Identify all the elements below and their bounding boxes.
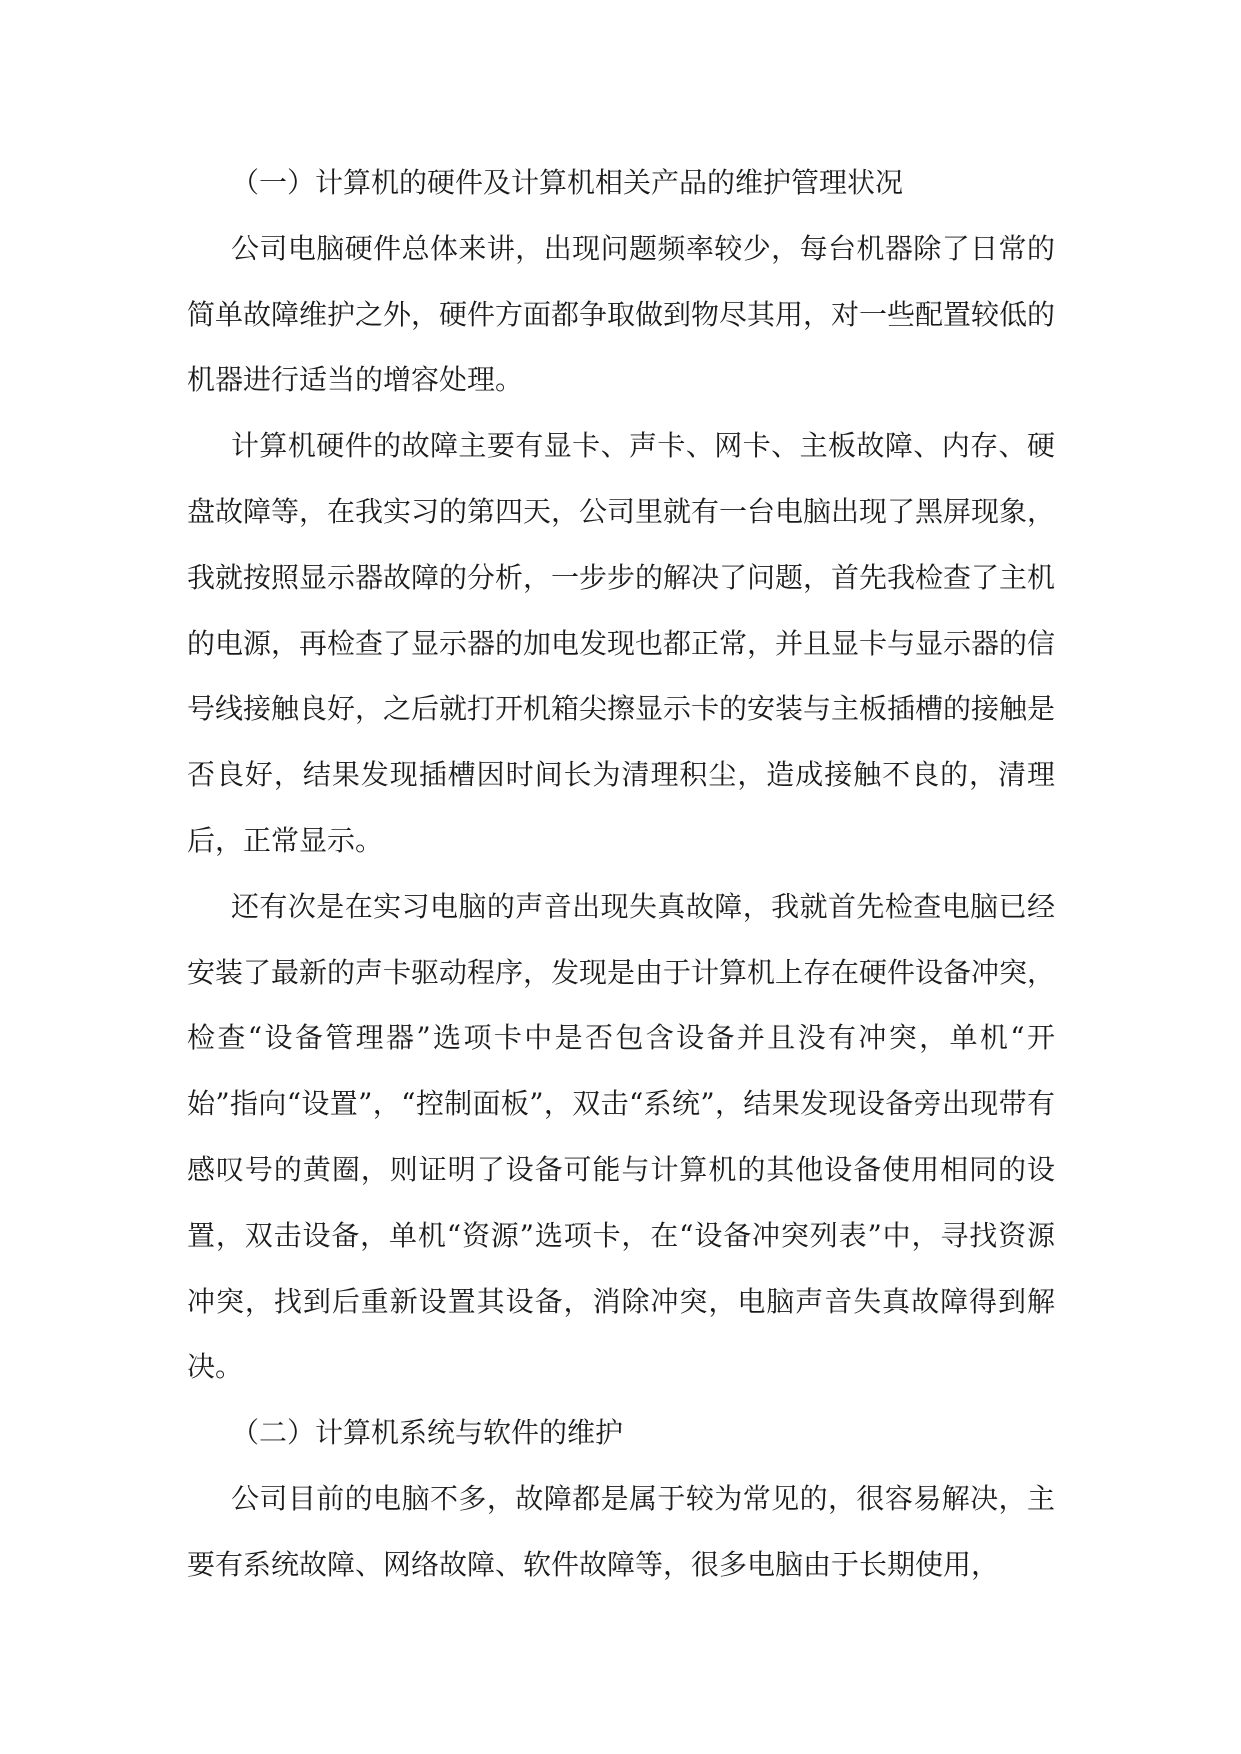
paragraph-hardware-overview: 公司电脑硬件总体来讲，出现问题频率较少，每台机器除了日常的简单故障维护之外，硬件方面都争取做到物尽其用，对一些配置较低的机器进行适当的增容处理。 bbox=[187, 231, 1056, 397]
document-body bbox=[187, 150, 1055, 1598]
paragraph-sound-fault: 还有次是在实习电脑的声音出现失真故障，我就首先检查电脑已经安装了最新的声卡驱动程序，发现是由于计算机上存在硬件设备冲突，检查“设备管理器”选项卡中是否包含设备并且没有冲突，单机“开始”指向“设置”，“控制面板”，双击“系统”，结果发现设备旁出现带有感叹号的黄圈，则证明了设备可能与计算机的其他设备使用相同的设置，双击设备，单机“资源”选项卡，在“设备冲突列表”中，寻找资源冲突，找到后重新设置其设备，消除冲突，电脑声音失真故障得到解决。 bbox=[187, 889, 1056, 1384]
paragraph-software-overview: 公司目前的电脑不多，故障都是属于较为常见的，很容易解决，主要有系统故障、网络故障、软件故障等，很多电脑由于长期使用， bbox=[187, 1481, 1055, 1581]
section-heading-software: （二）计算机系统与软件的维护 bbox=[231, 1416, 624, 1450]
paragraph-hardware-faults: 计算机硬件的故障主要有显卡、声卡、网卡、主板故障、内存、硬盘故障等，在我实习的第四天，公司里就有一台电脑出现了黑屏现象，我就按照显示器故障的分析，一步步的解决了问题，首先我检查了主机的电源，再检查了显示器的加电发现也都正常，并且显卡与显示器的信号线接触良好，之后就打开机箱尖擦显示卡的安装与主板插槽的接触是否良好，结果发现插槽因时间长为清理积尘，造成接触不良的，清理后，正常显示。 bbox=[187, 429, 1056, 857]
section-heading-hardware: （一）计算机的硬件及计算机相关产品的维护管理状况 bbox=[231, 166, 904, 199]
